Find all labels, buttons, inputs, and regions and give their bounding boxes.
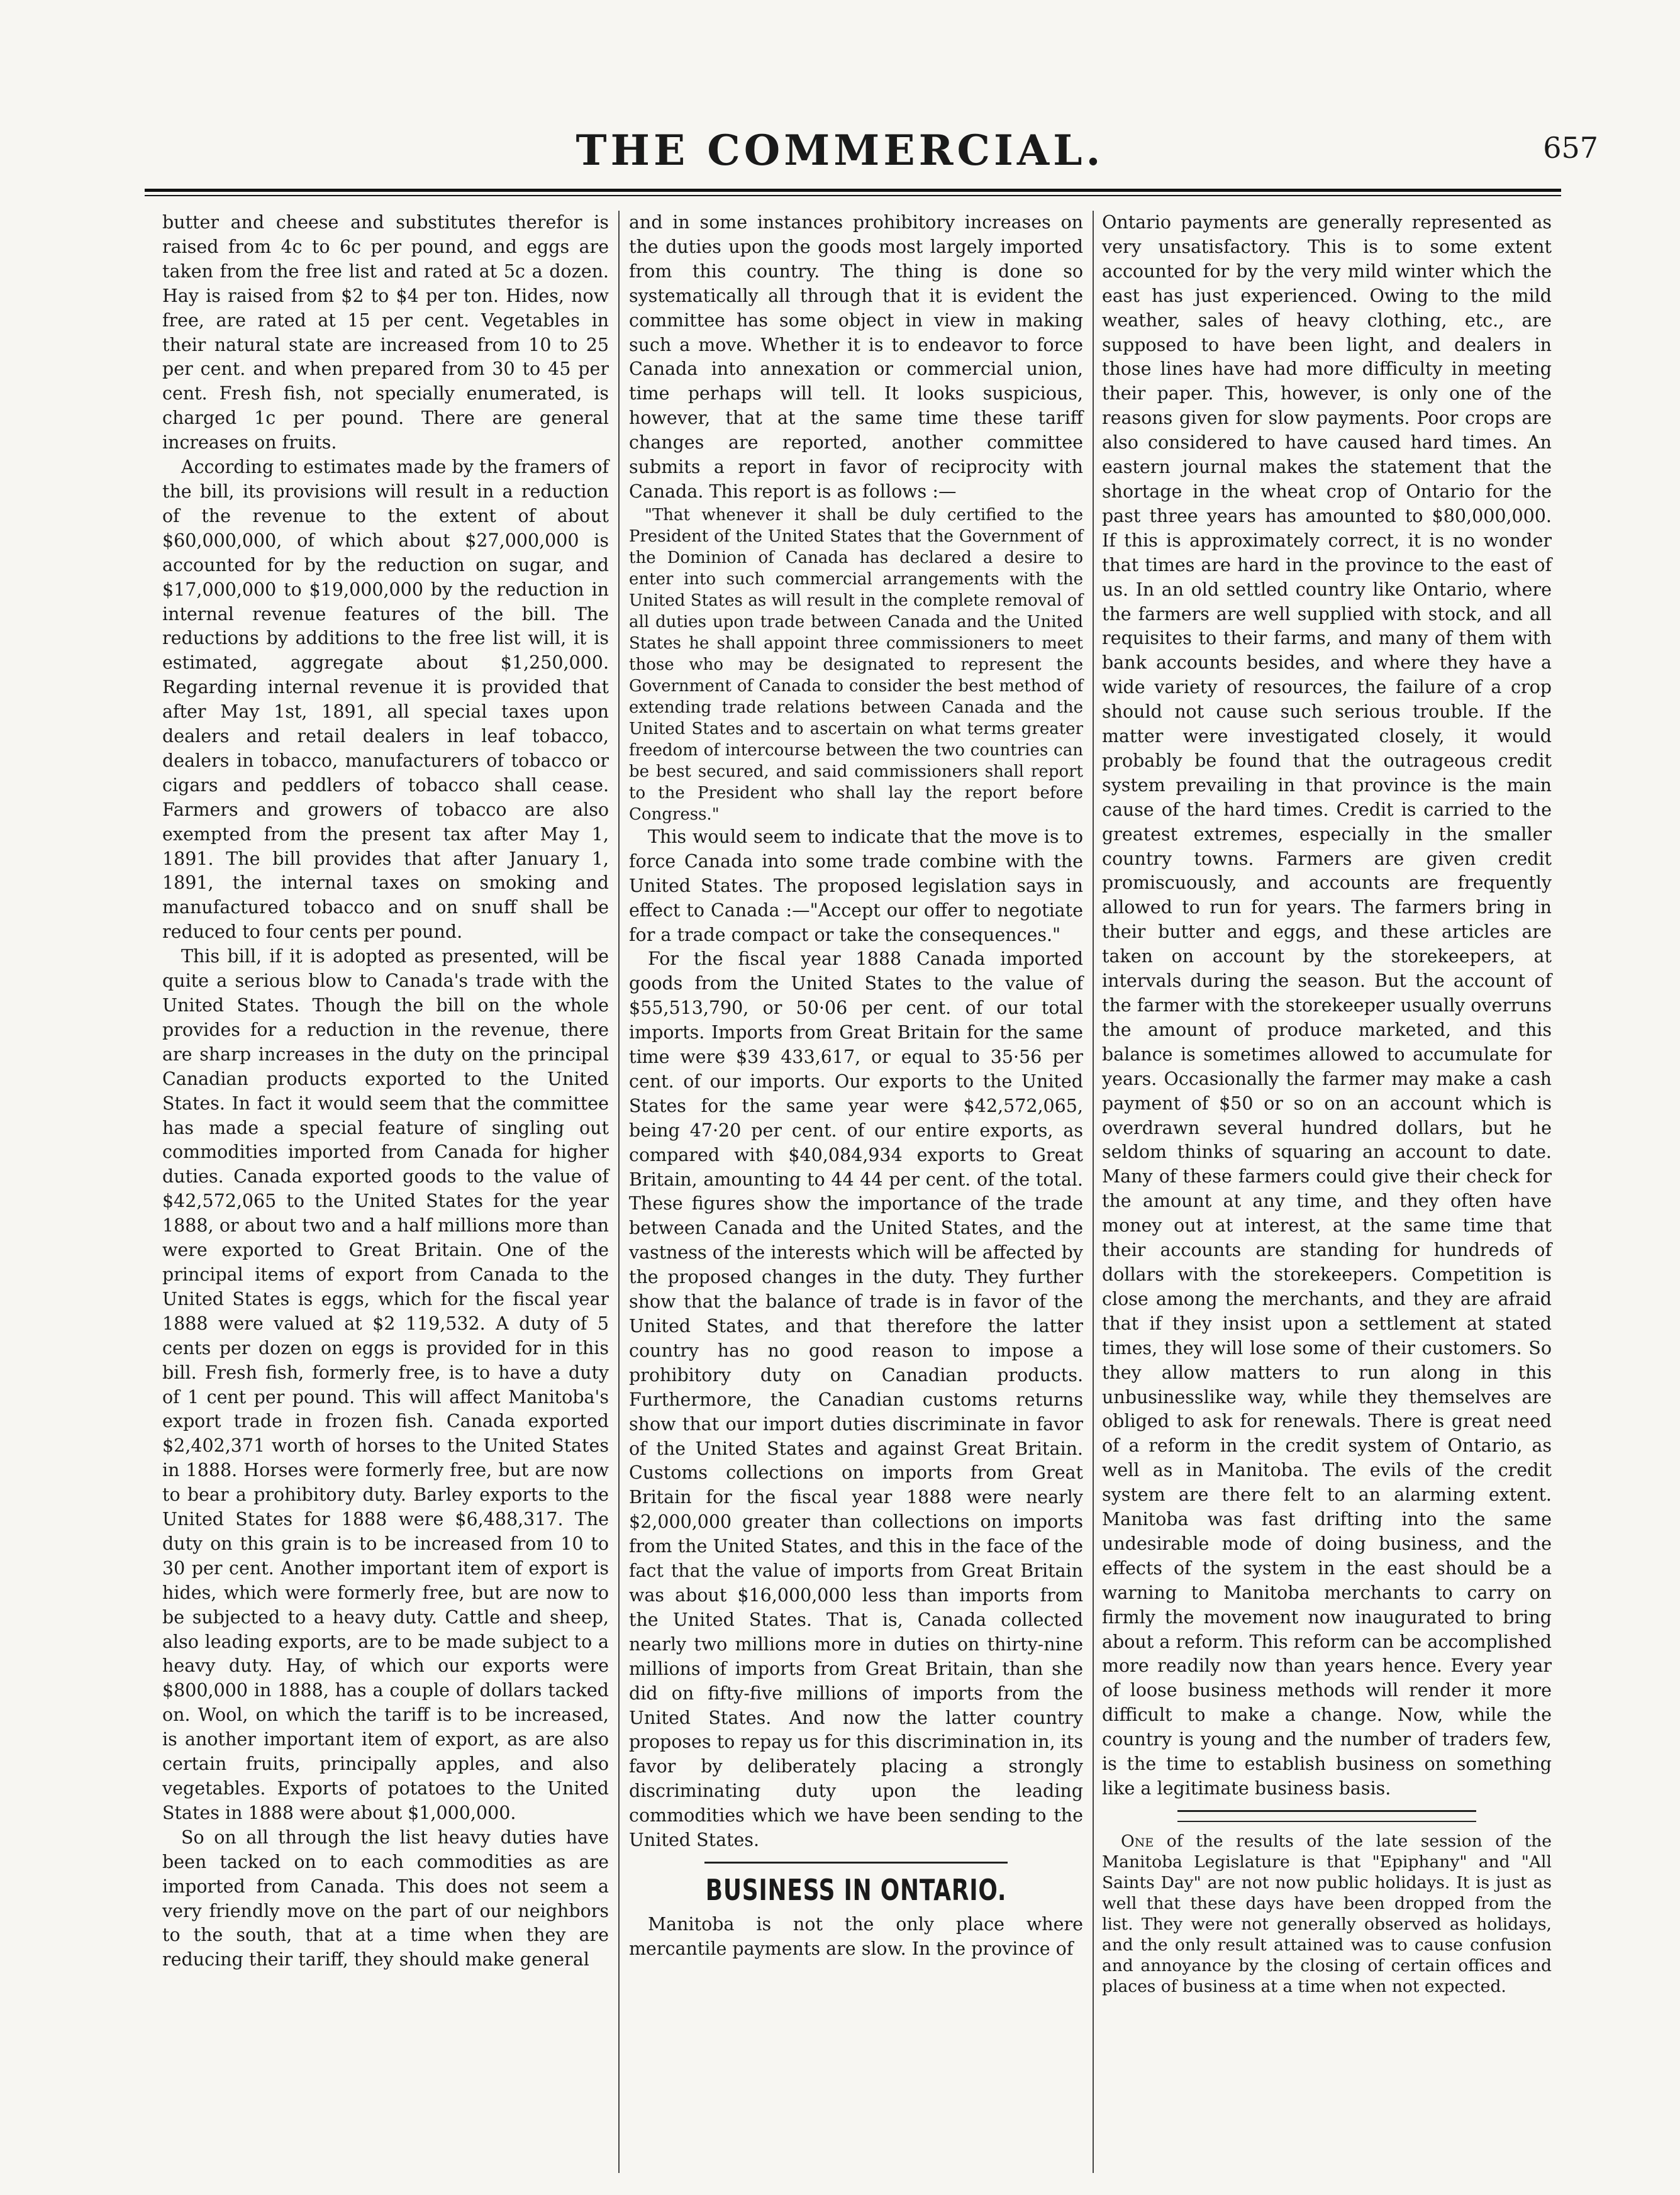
paragraph: This would seem to indicate that the move is to force Canada into some trade combine with the United States. The proposed legislation says in effect to Canada :—"Accept our offer to negotiate for a trade compact or take the consequences." (629, 826, 1083, 945)
page-number: 657 (1543, 131, 1598, 165)
paragraph: This bill, if it is adopted as presented, will be quite a serious blow to Canada's trade with the United States. Though the bill on the whole provides for a reduction in the revenue, there are sharp increases in the duty on the principal Canadian products exported to the United States. In fact it would seem that the committee has made a special feature of singling out commodities imported from Canada for higher duties. Canada exported goods to the value of $42,572,065 to the United States for the year 1888, or about two and a half millions more than were exported to Great Britain. One of the principal items of export from Canada to the United States is eggs, which for the fiscal year 1888 were valued at $2 119,532. A duty of 5 cents per dozen on eggs is provided for in this bill. Fresh fish, formerly free, is to have a duty of 1 cent per pound. This will affect Manitoba's export trade in frozen fish. Canada exported $2,402,371 worth of horses to the United States in 1888. Horses were formerly free, but are now to bear a prohibitory duty. Barley exports to the United States for 1888 were $6,488,317. The duty on this grain is to be increased from 10 to 30 per cent. Another important item of export is hides, which were formerly free, but are now to be subjected to a heavy duty. Cattle and sheep, also leading exports, are to be made subject to a heavy duty. Hay, of which our exports were $800,000 in 1888, has a couple of dollars tacked on. Wool, on which the tariff is to be increased, is another important item of export, as are also certain fruits, principally apples, and also vegetables. Exports of potatoes to the United States in 1888 were about $1,000,000. (162, 946, 609, 1823)
paragraph: For the fiscal year 1888 Canada imported goods from the United States to the value of $55,513,790, or 50·06 per cent. of our total imports. Imports from Great Britain for the same time were $39 433,617, or equal to 35·56 per cent. of our imports. Our exports to the United States for the same year were $42,572,065, being 47·20 per cent. of our entire exports, as compared with $40,084,934 exports to Great Britain, amounting to 44 44 per cent. of the total. These figures show the importance of the trade between Canada and the United States, and the vastness of the interests which will be affected by the proposed changes in the duty. They further show that the balance of trade is in favor of the United States, and that therefore the latter country has no good reason to impose a prohibitory duty on Canadian products. Furthermore, the Canadian customs returns show that our import duties discriminate in favor of the United States and against Great Britain. Customs collections on imports from Great Britain for the fiscal year 1888 were nearly $2,000,000 greater than collections on imports from the United States, and this in the face of the fact that the value of imports from Great Britain was about $16,000,000 less than imports from the United States. That is, Canada collected nearly two millions more in duties on thirty-nine millions of imports from Great Britain, than she did on fifty-five millions of imports from the United States. And now the latter country proposes to repay us for this discrimination in, its favor by deliberately placing a strongly discriminating duty upon the leading commodities which we have been sending to the United States. (629, 948, 1083, 1851)
lead-word: One (1121, 1831, 1154, 1851)
column-2 (629, 211, 1083, 1962)
paragraph: Manitoba is not the only place where mercantile payments are slow. In the province of (629, 1913, 1083, 1959)
section-divider (1177, 1810, 1476, 1812)
paragraph: According to estimates made by the framers of the bill, its provisions will result in a reduction of the revenue to the extent of about $60,000,000, of which about $27,000,000 is accounted for by the reduction on sugar, and $17,000,000 to $19,000,000 by the reduction in internal revenue features of the bill. The reductions by additions to the free list will, it is estimated, aggregate about $1,250,000. Regarding internal revenue it is provided that after May 1st, 1891, all special taxes upon dealers and retail dealers in leaf tobacco, dealers in tobacco, manufacturers of tobacco or cigars and peddlers of tobacco shall cease. Farmers and growers of tobacco are also exempted from the present tax after May 1, 1891. The bill provides that after January 1, 1891, the internal taxes on smoking and manufactured tobacco and on snuff shall be reduced to four cents per pound. (162, 457, 609, 943)
paragraph: So on all through the list heavy duties have been tacked on to each commodities as are imported from Canada. This does not seem a very friendly move on the part of our neighbors to the south, that at a time when they are reducing their tariff, they should make general (162, 1826, 609, 1970)
section-divider (704, 1862, 1008, 1864)
masthead-rule (145, 189, 1561, 192)
column-1 (162, 211, 609, 1972)
paragraph: butter and cheese and substitutes therefor is raised from 4c to 6c per pound, and eggs are taken from the free list and rated at 5c a dozen. Hay is raised from $2 to $4 per ton. Hides, now free, are rated at 15 per cent. Vegetables in their natural state are increased from 10 to 25 per cent. and when prepared from 30 to 45 per cent. Fresh fish, not specially enumerated, is charged 1c per pound. There are general increases on fruits. (162, 212, 609, 453)
section-heading: BUSINESS IN ONTARIO. (705, 1872, 1007, 1907)
paragraph: Ontario payments are generally represented as very unsatisfactory. This is to some extent accounted for by the very mild winter which the east has just experienced. Owing to the mild weather, sales of heavy clothing, etc., are supposed to have been light, and dealers in those lines have had more difficulty in meeting their paper. This, however, is only one of the reasons given for slow payments. Poor crops are also considered to have caused hard times. An eastern journal makes the statement that the shortage in the wheat crop of Ontario for the past three years has amounted to $80,000,000. If this is approximately correct, it is no wonder that times are hard in the province to the east of us. In an old settled country like Ontario, where the farmers are well supplied with stock, and all requisites to their farms, and many of them with bank accounts besides, and where they have a wide variety of resources, the failure of a crop should not cause such serious trouble. If the matter were investigated closely, it would probably be found that the outrageous credit system prevailing in that province is the main cause of the hard times. Credit is carried to the greatest extremes, especially in the smaller country towns. Farmers are given credit promiscuously, and accounts are frequently allowed to run for years. The farmers bring in their butter and eggs, and these articles are taken on account by the storekeepers, at intervals during the season. But the account of the farmer with the storekeeper usually overruns the amount of produce marketed, and this balance is sometimes allowed to accumulate for years. Occasionally the farmer may make a cash payment of $50 or so on an account which is overdrawn several hundred dollars, but he seldom thinks of squaring an account to date. Many of these farmers could give their check for the amount at any time, and they often have money out at interest, at the same time that their accounts are standing for hundreds of dollars with the storekeepers. Competition is close among the merchants, and they are afraid that if they insist upon a settlement at stated times, they will lose some of their customers. So they allow matters to run along in this unbusinesslike way, while they themselves are obliged to ask for renewals. There is great need of a reform in the credit system of Ontario, as well as in Manitoba. The evils of the credit system are there felt to an alarming extent. Manitoba was fast drifting into the same undesirable mode of doing business, and the effects of the system in the east should be a warning to Manitoba merchants to carry on firmly the movement now inaugurated to bring about a reform. This reform can be accomplished more readily now than years hence. Every year of loose business methods will render it more difficult to make a change. Now, while the country is young and the number of traders few, is the time to establish business on something like a legitimate business basis. (1102, 212, 1552, 1799)
column-divider-2 (1093, 211, 1094, 2173)
paragraph-text: of the results of the late session of the Manitoba Legislature is that "Epiphany" and "All Saints Day" are not now public holidays. It is just as well that these days have been dropped from the list. They were not generally observed as holidays, and the only result attained was to cause confusion and annoyance by the closing of certain offices and places of business at a time when not expected. (1102, 1831, 1552, 1996)
paragraph: and in some instances prohibitory increases on the duties upon the goods most largely imported from this country. The thing is done so systematically all through that it is evident the committee has some object in view in making such a move. Whether it is to endeavor to force Canada into annexation or commercial union, time perhaps will tell. It looks suspicious, however, that at the same time these tariff changes are reported, another committee submits a report in favor of reciprocity with Canada. This report is as follows :— (629, 212, 1083, 502)
masthead-rule-thin (145, 195, 1561, 196)
column-divider-1 (618, 211, 620, 2173)
paragraph (1102, 1831, 1552, 1997)
quoted-report: "That whenever it shall be duly certified to the President of the United States that the Government of the Dominion of Canada has declared a desire to enter into such commercial arrangements with the United States as will result in the complete removal of all duties upon trade between Canada and the United States he shall appoint three commissioners to meet those who may be designated to represent the Government of Canada to consider the best method of extending trade relations between Canada and the United States and to ascertain on what terms greater freedom of intercourse between the two countries can be best secured, and said commissioners shall report to the President who shall lay the report before Congress." (629, 505, 1083, 824)
section-divider-thin (1177, 1821, 1476, 1822)
masthead (0, 126, 1680, 182)
masthead-title: THE COMMERCIAL. (576, 126, 1104, 175)
column-3 (1102, 211, 1552, 1997)
